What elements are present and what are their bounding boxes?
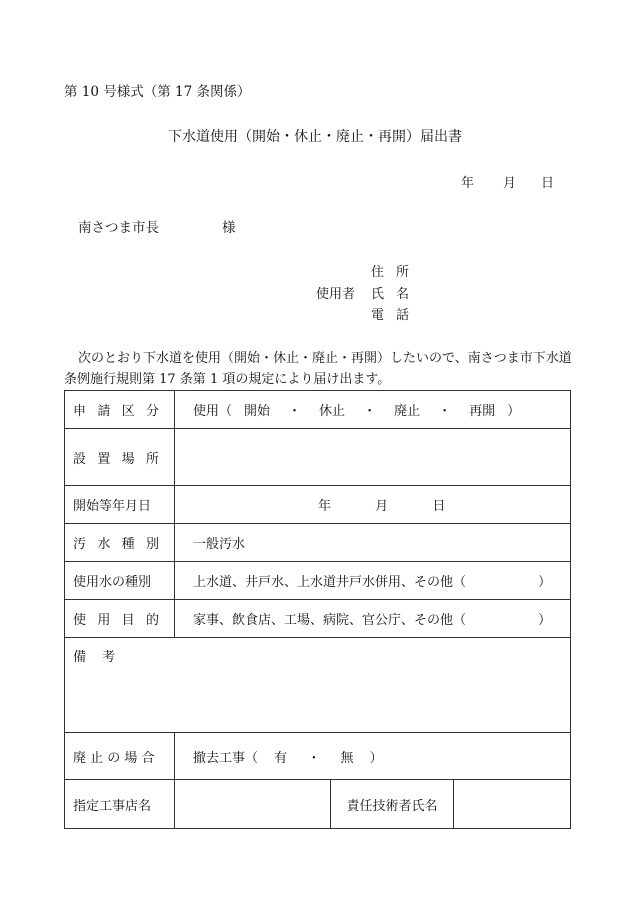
row-remarks (65, 638, 571, 733)
option-start[interactable]: 開始 (244, 404, 271, 419)
water-type-close: ） (538, 575, 552, 590)
engineer-name-field[interactable] (454, 780, 570, 828)
label-char: 別 (145, 537, 159, 552)
value-water-type[interactable] (175, 562, 571, 600)
option-abolish[interactable]: 廃止 (394, 404, 421, 419)
name-label-1: 氏 (371, 287, 385, 302)
value-location[interactable] (175, 429, 571, 486)
label-char: 請 (97, 404, 111, 419)
date-day: 日 (541, 176, 555, 191)
option-suspend[interactable]: 休止 (319, 404, 346, 419)
option-separator: ・ (363, 404, 377, 419)
option-yes[interactable]: 有 (274, 750, 288, 766)
option-separator: ・ (288, 404, 302, 419)
row-sewage-type (65, 524, 571, 562)
label-char: 申 (73, 404, 87, 419)
date-month: 月 (503, 176, 517, 191)
label-location (65, 429, 175, 486)
start-date-month: 月 (375, 499, 389, 514)
label-char: 場 (121, 451, 135, 467)
purpose-options: 家事、飲食店、工場、病院、官公庁、その他（ (193, 613, 467, 628)
label-char: 用 (97, 613, 111, 628)
label-char: 区 (121, 404, 135, 419)
label-water-type: 使用水の種別 (65, 562, 175, 600)
value-contractor-group (175, 780, 571, 829)
remarks-label-1: 備 (73, 650, 87, 665)
row-location (65, 429, 571, 486)
value-discontinue[interactable] (175, 733, 571, 780)
phone-label-2: 話 (396, 308, 410, 323)
label-sewage-type (65, 524, 175, 562)
remarks-cell[interactable] (65, 638, 571, 733)
label-purpose (65, 600, 175, 638)
label-char: 目 (121, 613, 135, 628)
water-type-options: 上水道、井戸水、上水道井戸水併用、その他（ (193, 575, 467, 590)
addressee-honorific: 様 (222, 220, 236, 236)
option-resume[interactable]: 再開 (469, 404, 496, 419)
start-date-day: 日 (432, 499, 446, 514)
purpose-close: ） (538, 613, 552, 628)
option-separator: ・ (438, 404, 452, 419)
row-water-type (65, 562, 571, 600)
label-contractor: 指定工事店名 (65, 780, 175, 829)
row-start-date (65, 486, 571, 524)
label-application-type (65, 391, 175, 429)
label-char: 設 (73, 451, 87, 467)
address-label-1: 住 (371, 265, 385, 280)
label-char: 水 (97, 537, 111, 552)
label-char: 種 (121, 537, 135, 552)
label-char: 使 (73, 613, 87, 628)
start-date-year: 年 (318, 499, 332, 514)
label-char: 的 (145, 613, 159, 628)
statement-paragraph: 次のとおり下水道を使用（開始・休止・廃止・再開）したいので、南さつま市下水道条例施行規則第 17 条第 1 項の規定により届け出ます。 (64, 351, 572, 387)
label-char: 置 (97, 451, 111, 467)
value-purpose[interactable] (175, 600, 571, 638)
label-char: 分 (145, 404, 159, 419)
remarks-label-2: 考 (102, 650, 116, 665)
address-label-2: 所 (396, 265, 410, 280)
applicant-role: 使用者 (316, 287, 356, 302)
option-no[interactable]: 無 (340, 750, 354, 766)
date-year: 年 (461, 176, 475, 191)
row-discontinue (65, 733, 571, 780)
row-purpose (65, 600, 571, 638)
label-discontinue: 廃 止 の 場 合 (65, 733, 175, 780)
label-char: 汚 (73, 537, 87, 552)
form-number: 第 10 号様式（第 17 条関係） (64, 84, 251, 100)
option-separator: ・ (307, 750, 321, 766)
label-char: 所 (145, 451, 159, 467)
addressee-name: 南さつま市長 (78, 220, 159, 236)
engineer-label: 責任技術者氏名 (331, 780, 454, 828)
removal-work-suffix: ） (369, 750, 383, 766)
phone-label-1: 電 (371, 308, 385, 323)
removal-work-prefix: 撤去工事（ (193, 750, 259, 766)
row-application-type (65, 391, 571, 429)
row-contractor (65, 780, 571, 829)
application-form-table (64, 390, 571, 829)
application-prefix: 使用（ (193, 404, 233, 419)
value-start-date[interactable] (175, 486, 571, 524)
name-label-2: 名 (396, 287, 410, 302)
label-start-date: 開始等年月日 (65, 486, 175, 524)
contractor-name-field[interactable] (175, 780, 331, 828)
application-suffix: ） (507, 404, 521, 419)
value-application-type[interactable] (175, 391, 571, 429)
document-title: 下水道使用（開始・休止・廃止・再開）届出書 (168, 129, 462, 145)
value-sewage-type: 一般汚水 (175, 524, 571, 562)
